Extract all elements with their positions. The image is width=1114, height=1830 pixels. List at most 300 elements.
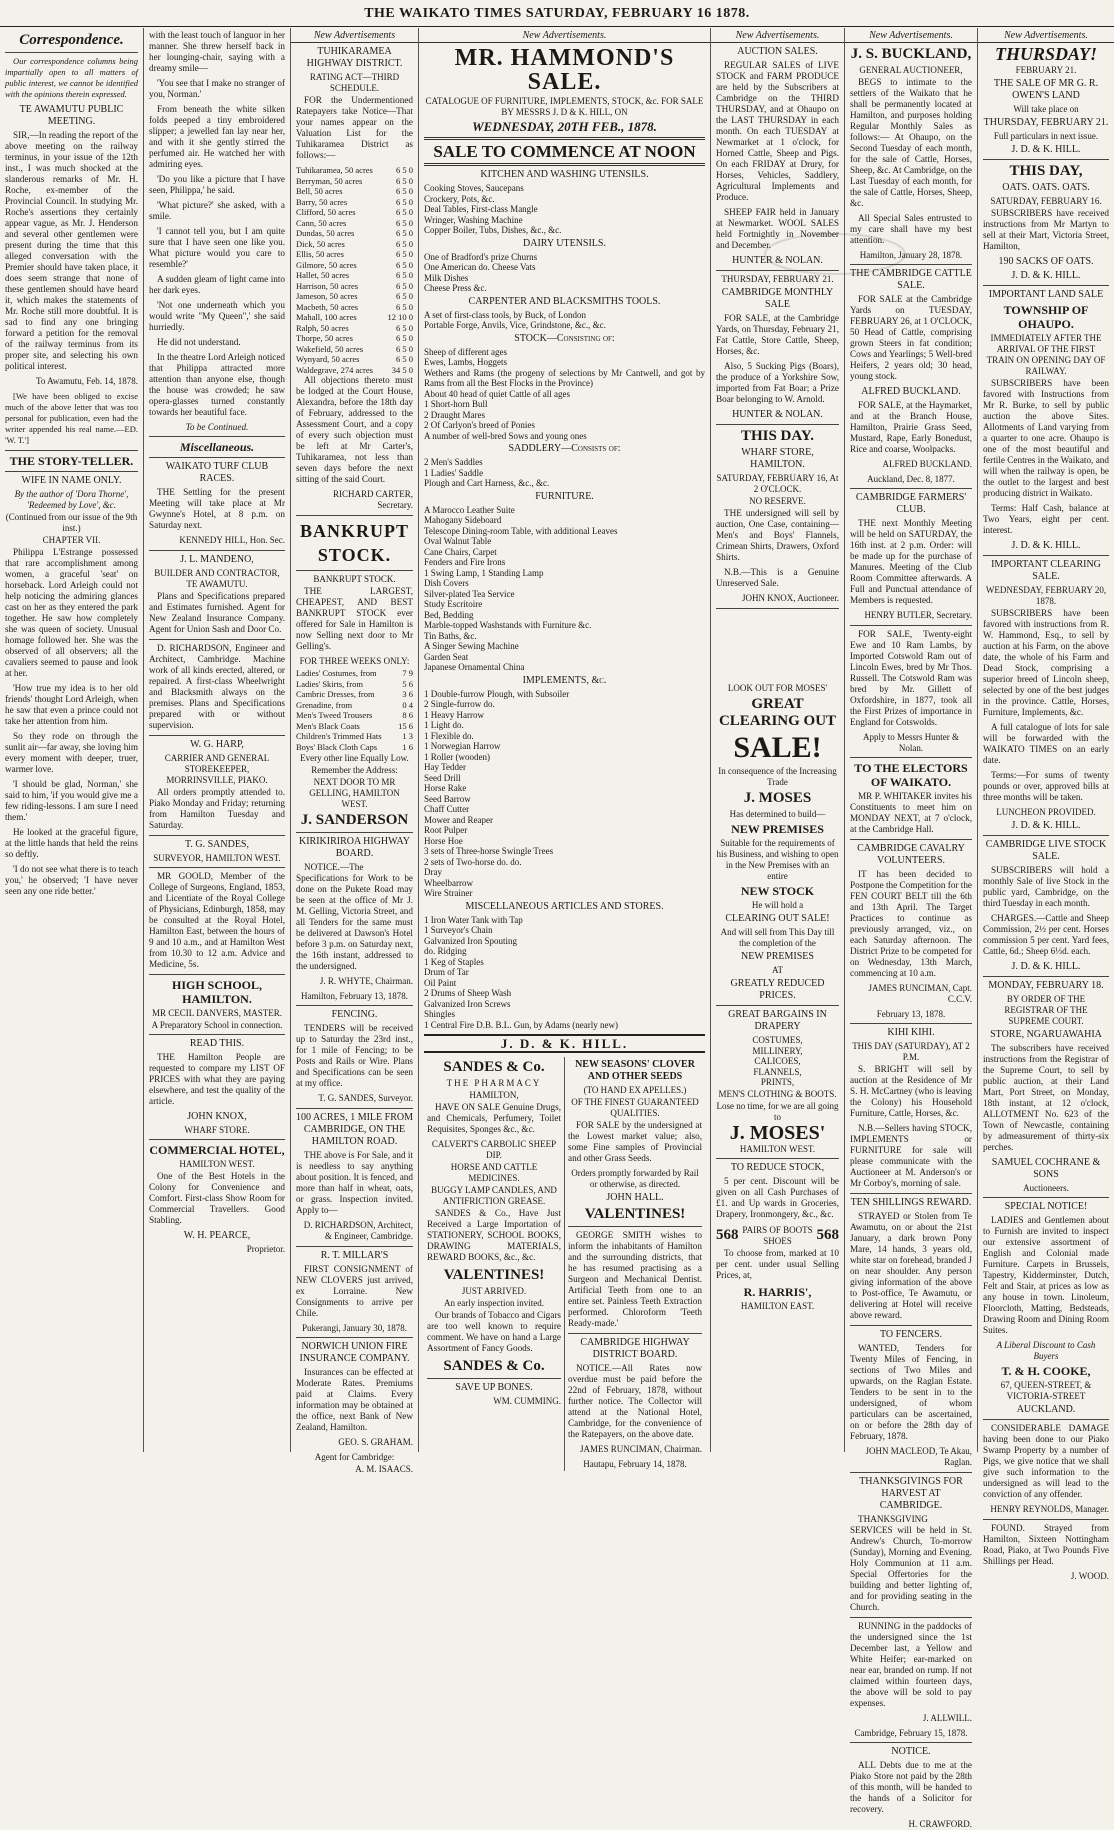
buckland-role: GENERAL AUCTIONEER, (859, 65, 963, 75)
bargain-lose: Lose no time, for we are all going to (716, 1100, 839, 1122)
harp-name: W. G. HARP, (190, 739, 244, 750)
list-item: 1 Heavy Harrow (424, 709, 484, 720)
library-stamp-mark (760, 230, 910, 278)
list-item: A Singer Sewing Machine (424, 641, 519, 651)
millar-date: Pukerangi, January 30, 1878. (302, 1323, 407, 1333)
list-item: Ewes, Lambs, Hoggets (424, 357, 507, 367)
section-title: Correspondence. (19, 32, 124, 48)
thanks-body: THANKSGIVING SERVICES will be held in St. Andrew's Church, To-morrow (Sunday), Morning and Evening. Holy Communion at 11 a.m. Special Offertories for the building and better lighting of, and for providing seating in the Church. (850, 1514, 972, 1612)
carpenter-title: CARPENTER AND BLACKSMITHS TOOLS. (468, 295, 661, 307)
found-signature: J. WOOD. (1070, 1571, 1109, 1581)
oats-body: SUBSCRIBERS have received instructions from Mr Martyn to sell at their Mart, Victoria Street, Hamilton, (983, 208, 1109, 251)
cumming-sig: WM. CUMMING. (493, 1396, 561, 1406)
oats-date: SATURDAY, FEBRUARY 16. (990, 196, 1102, 206)
column-story-continued (144, 28, 291, 1452)
rate-row-label: Ralph, 50 acres (296, 322, 349, 333)
rate-row-amount: 6 5 0 (396, 259, 413, 270)
valentines-body: An early inspection invited. (444, 1298, 544, 1308)
hammond-catalogue: CATALOGUE OF FURNITURE, IMPLEMENTS, STOCK, &c. FOR SALE BY MESSRS J. D & K. HILL, ON (425, 96, 704, 117)
land-body: SUBSCRIBERS have been favored with Instructions from Mr R. Burke, to sell by public auction the above Sites. Allotments of Land varying from a quarter to one acre. Ohaupo is one of the most beautiful and fertile Centres in the Waikato, and will when the railway is open, be the outlet to the largest and best producing district in Waikato. (983, 378, 1109, 498)
rate-row (296, 239, 413, 250)
cambridge-highway-body: NOTICE.—All Rates now overdue must be paid before the 22nd of February, 1878, without further notice. The Collector will attend at the National Hotel, Cambridge, for the convenience of the Ratepayers, on the above date. (568, 1363, 702, 1439)
buckland-name: J. S. BUCKLAND, (850, 46, 972, 62)
list-item: Tin Baths, &c. (424, 630, 477, 641)
moses-sale: SALE! (733, 731, 822, 764)
story-paragraph: with the least touch of languor in her manner. She threw herself back in her lounging-chair, saying with a dreamy smile— (149, 30, 285, 73)
rate-row (296, 228, 413, 239)
millar-name: R. T. MILLAR'S (320, 1250, 389, 1261)
rate-row (296, 186, 413, 197)
kihi-nb: N.B.—Sellers having STOCK, IMPLEMENTS or FURNITURE for sale will please communicate with the Auctioneer at M. Anderson's or Mr Corboy's, morning of sale. (850, 1123, 972, 1188)
price-list (296, 668, 413, 752)
list-item: Oval Walnut Table (424, 536, 492, 546)
notice-title: NOTICE. (891, 1746, 931, 1757)
price-row-label: Cambric Dresses, from (296, 689, 375, 699)
damage-signature: HENRY REYNOLDS, Manager. (990, 1504, 1109, 1514)
wharf-signature: JOHN KNOX, Auctioneer. (742, 593, 839, 603)
list-item: A set of first-class tools, by Buck, of London (424, 309, 586, 320)
goold-body: MR GOOLD, Member of the College of Surgeons, England, 1853, and Licentiate of the Royal College of Physicians, Edinburgh, 1858, may be consulted at the Royal Hotel, Hamilton East, between the hours of 9 and 10 a.m., and at Hamilton West from 10.30 to 12 a.m. Advice and Medicine, 5s. (149, 871, 285, 969)
cattle-body: FOR SALE at the Cambridge Yards on TUESDAY, FEBRUARY 26, at 1 O'CLOCK, 50 Head of Cattle, comprising grown Steers in fat condition; Cows and Yearlings; 5 Well-bred Heifers, 2 years old; 30 head, young stock. (850, 294, 972, 381)
list-item: Wire Strainer (424, 888, 473, 898)
owen-foot: Full particulars in next issue. (993, 131, 1099, 141)
wharf-nb: N.B.—This is a Genuine Unreserved Sale. (716, 567, 839, 588)
rate-row-label: Ellis, 50 acres (296, 249, 344, 259)
list-item: Mahogany Sideboard (424, 515, 502, 525)
cmonth-date: THURSDAY, FEBRUARY 21. (721, 274, 834, 284)
fencing-signature: T. G. SANDES, Surveyor. (318, 1093, 413, 1103)
rate-row-amount: 6 5 0 (396, 354, 413, 364)
moses-until: And will sell from This Day till the completion of the (720, 927, 835, 948)
carpenter-list (424, 310, 705, 331)
list-item: 1 Light do. (424, 720, 464, 730)
wharf-date: SATURDAY, FEBRUARY 16, At 2 O'CLOCK. (716, 473, 839, 494)
this-day: THIS DAY. (740, 428, 815, 444)
to-be-continued: To be Continued. (185, 422, 249, 432)
cavalry-date: February 13, 1878. (876, 1009, 946, 1019)
list-item: 2 Draught Mares (424, 409, 485, 420)
cmonth-title: CAMBRIDGE MONTHLY SALE (721, 287, 834, 310)
kihi-title: KIHI KIHI. (887, 1027, 935, 1038)
board-signature: RICHARD CARTER, Secretary. (333, 489, 413, 510)
bargain-item: FLANNELS, (753, 1066, 802, 1077)
cambridge-highway-signature: JAMES RUNCIMAN, Chairman. (579, 1444, 702, 1454)
school-master: MR CECIL DANVERS, MASTER. (152, 1008, 282, 1018)
rate-row-label: Gilmore, 50 acres (296, 259, 357, 270)
wharf-body: THE undersigned will sell by auction, One Case, containing—Men's and Boys' Flannels, Crimean Shirts, Drawers, Oxford Shirts. (716, 508, 839, 562)
kitchen-list (424, 183, 705, 236)
buckland-date: Hamilton, January 28, 1878. (859, 250, 963, 260)
list-item: 1 Iron Water Tank with Tap (424, 914, 523, 925)
list-item: Cheese Press &c. (424, 283, 487, 293)
rate-row (296, 354, 413, 365)
list-item: do. Ridging (424, 946, 467, 956)
alfred-signature: ALFRED BUCKLAND. (882, 459, 972, 469)
list-item: 3 sets of Three-horse Swingle Trees (424, 846, 554, 856)
story-paragraph: 'Do you like a picture that I have seen, Philippa,' he said. (149, 174, 285, 195)
bargains-title: GREAT BARGAINS IN DRAPERY (728, 1009, 827, 1032)
story-title: WIFE IN NAME ONLY. (21, 475, 122, 486)
list-item: 1 Central Fire D.B. B.L. Gun, by Adams (nearly new) (424, 1019, 618, 1030)
cattle-title: THE CAMBRIDGE CATTLE SALE. (850, 268, 972, 291)
price-row (296, 742, 413, 753)
moses-new: NEW PREMISES (731, 822, 824, 836)
price-row-amount: 15 6 (398, 720, 413, 731)
column-hammond-sale (419, 28, 711, 1469)
moses-great: GREAT CLEARING OUT (718, 696, 837, 729)
rate-row-amount: 6 5 0 (396, 270, 413, 280)
list-item: Chaff Cutter (424, 804, 470, 814)
seeds-body: FOR SALE by the undersigned at the Lowest market value; also, some Fine samples of Provincial and other Grass Seeds. (568, 1120, 702, 1163)
kirik-signature: J. R. WHYTE, Chairman. (319, 976, 413, 986)
story-paragraph: 'You see that I make no stranger of you, Norman.' (149, 78, 285, 99)
list-item: About 40 head of quiet Cattle of all ages (424, 388, 570, 399)
list-item: Sheep of different ages (424, 346, 508, 357)
story-paragraph: A sudden gleam of light came into her dark eyes. (149, 274, 285, 295)
samuel-cochrane: SAMUEL COCHRANE & SONS (991, 1157, 1101, 1180)
rate-row-amount: 6 5 0 (396, 186, 413, 196)
rate-row (296, 165, 413, 176)
story-paragraph: In the theatre Lord Arleigh noticed that Philippa attracted more attention than anyone else, though the house was crowded; he saw opera-glasses turned constantly towards her beautiful face. (149, 352, 285, 417)
jdk-hill-4: J. D. & K. HILL. (1011, 820, 1081, 831)
list-item: Fenders and Fire Irons (424, 557, 506, 567)
fencing-body: TENDERS will be received up to Saturday the 23rd inst., for 1 mile of Fencing; to be Posts and Rails or Wire. Plans and Specifications can be seen at my office. (296, 1023, 413, 1088)
bargain-item: MILLINERY, (752, 1045, 803, 1056)
list-item: 1 Norwegian Harrow (424, 741, 501, 751)
clearing-catalogue: A full catalogue of lots for sale will be forwarded with the WAIKATO TIMES on an early date. (983, 722, 1109, 765)
list-item: 1 Surveyor's Chain (424, 925, 493, 935)
list-item: Drum of Tar (424, 967, 469, 977)
harris-name: R. HARRIS', (743, 1284, 812, 1299)
rate-row (296, 176, 413, 187)
list-item: Horse Rake (424, 783, 467, 793)
cavalry-title: CAMBRIDGE CAVALRY VOLUNTEERS. (857, 843, 965, 866)
rate-row-amount: 6 5 0 (396, 196, 413, 207)
mandeno-trade: BUILDER AND CONTRACTOR, TE AWAMUTU. (154, 568, 280, 589)
list-item: Silver-plated Tea Service (424, 588, 515, 599)
sandes-town: HAMILTON, (469, 1090, 519, 1100)
special-body: LADIES and Gentlemen about to Furnish are invited to inspect our extensive assortment of English and Colonial made Furniture. Carpets in Brussels, Tapestry, Kidderminster, Dutch, Felt and Stair, at prices as low as any house in town. Linoleum, Floorcloth, Matting, Bedsteads, Drawing Room and Dining Room Suites. (983, 1215, 1109, 1335)
sandes-horse: HORSE AND CATTLE MEDICINES. (450, 1162, 538, 1183)
price-row-amount: 8 6 (402, 710, 413, 720)
bankrupt-body: THE LARGEST, CHEAPEST, AND BEST BANKRUPT STOCK ever offered for Sale in Hamilton is now Selling next door to Mr Gelling's. (296, 586, 413, 651)
farmers-signature: HENRY BUTLER, Secretary. (864, 610, 972, 620)
furniture-title: FURNITURE. (535, 490, 594, 502)
seeds-orders: Orders promptly forwarded by Rail or otherwise, as directed. (571, 1168, 699, 1189)
moses-clearing: CLEARING OUT SALE! (725, 913, 830, 924)
farmers-title: CAMBRIDGE FARMERS' CLUB. (855, 492, 967, 515)
price-row-amount: 5 6 (402, 678, 413, 689)
moses-look: LOOK OUT FOR MOSES' (727, 683, 828, 693)
story-paragraph: 'I cannot tell you, but I am quite sure that I have seen one like you. What picture would you care to resemble?' (149, 226, 285, 269)
land-arrival: IMMEDIATELY AFTER THE ARRIVAL OF THE FIRST TRAIN ON OPENING DAY OF RAILWAY. (986, 333, 1106, 376)
sandes-lamps: BUGGY LAMP CANDLES, AND ANTIFRICTION GREASE. (431, 1185, 557, 1206)
saddlery-list (424, 457, 705, 489)
norwich-title: NORWICH UNION FIRE INSURANCE COMPANY. (299, 1341, 410, 1364)
boots-row (716, 1224, 839, 1248)
rate-row-amount: 6 5 0 (396, 343, 413, 354)
masthead (0, 0, 1114, 27)
list-item: 2 Of Carlyon's breed of Ponies (424, 420, 535, 430)
farmers-body: THE next Monthly Meeting will be held on SATURDAY, the 16th inst. at 2 p.m. Order: will be made up for the purchase of Manures. Meeting of the Club Room Committee afterwards. A Full and Punctual attendance of Members is requested. (850, 518, 972, 605)
list-item: Cooking Stoves, Saucepans (424, 183, 524, 193)
read-this-title: READ THIS. (189, 1038, 245, 1049)
fencers-signature: JOHN MACLEOD, Te Akau, Raglan. (865, 1446, 972, 1467)
rate-row-label: Wakefield, 50 acres (296, 343, 364, 354)
list-item: 2 Men's Saddles (424, 457, 483, 467)
column-header: New Advertisements. (978, 30, 1114, 43)
lower-split (424, 1057, 705, 1471)
seeds-signature: JOHN HALL. (606, 1192, 664, 1203)
hammond-title: MR. HAMMOND'S SALE. (454, 45, 675, 95)
column-correspondence (0, 28, 144, 1452)
notice-signature: H. CRAWFORD. (908, 1819, 972, 1829)
rate-row (296, 249, 413, 260)
rate-row (296, 207, 413, 218)
rate-row-label: Wynyard, 50 acres (296, 354, 360, 364)
clearing-terms: Terms:—For sums of twenty pounds or over, approved bills at three months will be taken. (983, 770, 1109, 802)
turf-signature: KENNEDY HILL, Hon. Sec. (179, 535, 285, 545)
bankrupt-sub: BANKRUPT STOCK. (313, 574, 396, 584)
isaacs-name: A. M. ISAACS. (355, 1464, 413, 1474)
price-row-amount: 1 6 (402, 741, 413, 752)
list-item: Mower and Reaper (424, 814, 493, 825)
list-item: 1 Double-furrow Plough, with Subsoiler (424, 688, 570, 699)
running-body: RUNNING in the paddocks of the undersigned since the 1st December last, a Yellow and White Heifer; ear-marked on near ear, branded on rump. If not claimed within fourteen days, the above will be sold to pay expenses. (850, 1621, 972, 1708)
price-row-label: Boys' Black Cloth Caps (296, 741, 378, 752)
rate-row-label: Hallet, 50 acres (296, 270, 350, 280)
rate-row-amount: 6 5 0 (396, 280, 413, 291)
moses-intends: Has determined to build— (729, 809, 826, 819)
electors-body: MR P. WHITAKER invites his Constituents to meet him on MONDAY NEXT, at 7 o'clock, at the Cambridge Hall. (850, 791, 972, 834)
running-date: Cambridge, February 15, 1878. (854, 1728, 968, 1738)
misc-articles-title: MISCELLANEOUS ARTICLES AND STORES. (465, 900, 664, 912)
saddlery-title: SADDLERY—Consists of: (508, 443, 621, 454)
cmonth-body: FOR SALE, at the Cambridge Yards, on Thursday, February 21, Fat Cattle, Store Cattle, Sheep, Horses, &c. (716, 313, 839, 356)
kirik-title: KIRIKIRIROA HIGHWAY BOARD. (298, 836, 410, 859)
story-paragraph: He did not understand. (157, 337, 241, 347)
story-paragraph: Philippa L'Estrange possessed that rare accomplishment among women, a graceful 'seat' on horseback. Lord Arleigh could not help noticing the admiring glances cast on her as they entered the park together. He saw how completely she was queen of society. Unusual homage followed her. She was the observed of all observers; all the cavaliers seemed to pause and look at her. (5, 547, 138, 678)
auckland: AUCKLAND. (1016, 1404, 1076, 1415)
notice-body: ALL Debts due to me at the Piako Store not paid by the 28th of this month, will be handed to the hands of a Solicitor for recovery. (850, 1760, 972, 1814)
price-row-amount: 0 4 (402, 699, 413, 710)
turf-body: THE Settling for the present Meeting will take place at Mr Gwynne's Hotel, at 8 p.m. on Saturday next. (149, 487, 285, 530)
this-day-title: THIS DAY, (1009, 163, 1083, 179)
rate-row (296, 270, 413, 281)
reward-body: STRAYED or Stolen from Te Awamutu, on or about the 21st January, a dark brown Pony Mare, 14 hands, 3 years old, white star on forehead, branded J on near shoulder. Any person giving information of the above to Post-office, Te Awamutu, or delivering at Hotel will receive above reward. (850, 1211, 972, 1320)
implements-list (424, 689, 705, 899)
mandeno-name: J. L. MANDENO, (180, 554, 254, 565)
list-item: Dish Covers (424, 578, 469, 588)
moses-consequence: In consequence of the Increasing Trade (718, 766, 837, 787)
rate-row-amount: 6 5 0 (396, 333, 413, 343)
rate-row-label: Tuhikaramea, 50 acres (296, 165, 373, 175)
sandes-dip: CALVERT'S CARBOLIC SHEEP DIP. (431, 1139, 557, 1160)
list-item: Seed Drill (424, 772, 461, 783)
letter-signature: To Awamutu, Feb. 14, 1878. (35, 376, 138, 386)
rate-row-label: Clifford, 50 acres (296, 207, 356, 217)
rate-row (296, 344, 413, 355)
list-item: Shingles (424, 1009, 456, 1019)
list-item: Telescope Dining-room Table, with additional Leaves (424, 525, 618, 536)
boots-number-left: 568 (716, 1227, 739, 1243)
rate-row (296, 323, 413, 334)
valentines-heading-2: VALENTINES! (584, 1206, 686, 1222)
fencing-title: FENCING. (331, 1009, 378, 1020)
fencers-title: TO FENCERS. (879, 1329, 943, 1340)
hunter-nolan-2: HUNTER & NOLAN. (732, 409, 823, 420)
rate-row-amount: 6 5 0 (396, 291, 413, 301)
column-header: New Advertisements. (419, 30, 710, 43)
save-up-bones: SAVE UP BONES. (455, 1382, 533, 1393)
auction-body-2: SHEEP FAIR held in January at Newmarket. WOOL SALES held Fortnightly in November and December. (716, 207, 839, 250)
live-stock-title: CAMBRIDGE LIVE STOCK SALE. (985, 839, 1107, 862)
knox-name: JOHN KNOX, (187, 1111, 247, 1122)
price-row-amount: 1 3 (402, 731, 413, 741)
store-title: STORE, NGARUAWAHIA (990, 1029, 1102, 1040)
list-item: Hay Tedder (424, 762, 466, 772)
price-row (296, 668, 413, 679)
price-row (296, 700, 413, 711)
story-paragraph: From beneath the white silken folds peeped a tiny embroidered slipper; a jewelled fan lay near her, and with it she gently stirred the perfumed air. He watched her with admiring eyes. (149, 104, 285, 169)
rate-row-label: Dick, 50 acres (296, 238, 345, 249)
list-item: Dray (424, 867, 442, 877)
read-this-body: THE Hamilton People are requested to compare my LIST OF PRICES with what they are paying elsewhere, and test the quality of the article. (149, 1052, 285, 1106)
luncheon: LUNCHEON PROVIDED. (996, 807, 1096, 817)
list-item: Wheelbarrow (424, 877, 473, 888)
rates-list (296, 165, 413, 375)
rate-row (296, 218, 413, 229)
list-item: Bed, Bedding (424, 609, 474, 620)
live-stock-body: SUBSCRIBERS will hold a monthly Sale of live Stock in the public yard, Cambridge, on the third Tuesday in each month. (983, 865, 1109, 908)
buckland-note: All Special Sales entrusted to my care shall have my best attention. (850, 213, 972, 245)
auction-title: AUCTION SALES. (737, 46, 818, 57)
owen-place: Will take place on (1013, 104, 1079, 114)
cavalry-signature: JAMES RUNCIMAN, Capt. C.C.V. (868, 983, 972, 1004)
letter-body: SIR,—In reading the report of the above meeting on the railway terminus, in your issue of the 12th inst., I was much shocked at the slanderous remarks of Mr. H. Roche, ex-member of the Provincial Council. In studying Mr. Roche's assertions they certainly appear vague, as Mr. J. Henderson and several other gentlemen were present during the time that this alleged conversation with the Premier should have taken place, it does seem strange that none of these gentlemen should have heard it, which makes the statements of Mr. Roche still more doubtful. It is sad to find any one bringing forward a petition for the removal of the railway terminus from its proper site, and selecting his own political interest. (5, 130, 138, 371)
seeds-sub: (TO HAND EX APELLES.) (583, 1085, 687, 1095)
rate-row-amount: 34 5 0 (391, 364, 413, 375)
hammond-date: WEDNESDAY, 20TH FEB., 1878. (472, 119, 657, 134)
ewes-body: FOR SALE, Twenty-eight Ewe and 10 Ram Lambs, by Imported Cotswold Ram out of Lincoln Ewes, bred by Mr Thos. Russell. The Cotswold Ram was bred by Mr. Gillett of Oxfordshire, in 1877, took all the First Prizes of importance in England for Cotswolds. (850, 629, 972, 727)
rate-row-amount: 6 5 0 (396, 165, 413, 175)
rate-row-label: Macbeth, 50 acres (296, 301, 359, 312)
auctioneer-bar: J. D. & K. HILL. (424, 1034, 705, 1053)
boots-number-right: 568 (816, 1227, 839, 1243)
cambridge-highway-date: Hautapu, February 14, 1878. (583, 1459, 687, 1469)
land-township: TOWNSHIP OF OHAUPO. (1003, 303, 1089, 331)
rate-row-amount: 6 5 0 (396, 175, 413, 186)
thursday-date: FEBRUARY 21. (1015, 65, 1077, 75)
acres-title: 100 ACRES, 1 MILE FROM CAMBRIDGE, ON THE HAMILTON ROAD. (296, 1112, 413, 1147)
list-item: One American do. Cheese Vats (424, 262, 536, 272)
harp-body: All orders promptly attended to. Piako Monday and Friday; returning from Hamilton Tuesday and Saturday. (149, 787, 285, 830)
rate-row-label: Mahall, 100 acres (296, 312, 357, 322)
list-item: Crockery, Pots, &c. (424, 193, 495, 204)
school-title: HIGH SCHOOL, HAMILTON. (171, 978, 263, 1006)
hotel-title: COMMERCIAL HOTEL, (149, 1143, 285, 1157)
rate-row-amount: 6 5 0 (396, 301, 413, 312)
sandes-name: T. G. SANDES, (185, 839, 249, 850)
price-row-amount: 7 9 (402, 668, 413, 678)
list-item: 2 sets of Two-horse do. do. (424, 856, 522, 867)
price-row-label: Grenadine, from (296, 699, 353, 710)
story-paragraph: 'I should be glad, Norman,' she said to him, 'if you would give me a few riding-lessons. I am sure I need them.' (5, 779, 138, 822)
knox-store: WHARF STORE. (184, 1125, 250, 1135)
clearing-title: IMPORTANT CLEARING SALE. (991, 559, 1101, 582)
alfred-date: Auckland, Dec. 8, 1877. (867, 474, 955, 484)
bargain-list (716, 1035, 839, 1088)
furniture-list (424, 505, 705, 673)
story-paragraph: So they rode on through the sunlit air—far away, she loving him every moment with deeper, truer, warmer love. (5, 731, 138, 774)
rate-row-label: Cann, 50 acres (296, 217, 347, 228)
reward-title: TEN SHILLINGS REWARD. (850, 1197, 972, 1208)
mandeno-body: Plans and Specifications prepared and Estimates furnished. Agent for New Zealand Insurance Company. Agent for Union Sash and Door Co. (149, 591, 285, 634)
reduce-title: TO REDUCE STOCK, (730, 1161, 825, 1173)
rate-row-amount: 12 10 0 (387, 312, 413, 322)
story-paragraph: 'What picture?' she asked, with a smile. (149, 200, 285, 221)
board-sub: RATING ACT—THIRD SCHEDULE. (309, 72, 400, 93)
registrar: BY ORDER OF THE REGISTRAR OF THE SUPREME COURT. (1004, 994, 1088, 1026)
rate-row (296, 333, 413, 344)
price-row-label: Men's Tweed Trousers (296, 710, 373, 720)
moses-reduced: GREATLY REDUCED PRICES. (730, 978, 825, 1001)
jdk-hill-1: J. D. & K. HILL. (1011, 144, 1081, 155)
list-item: Root Pulper (424, 825, 468, 835)
rate-row (296, 312, 413, 323)
wharf-title: WHARF STORE, HAMILTON. (741, 447, 814, 470)
cooke-name: T. & H. COOKE, (1001, 1364, 1091, 1378)
price-row-label: Ladies' Skirts, from (296, 678, 363, 689)
price-row-label: Men's Black Coats (296, 720, 360, 731)
norwich-body: Insurances can be effected at Moderate Rates. Premiums paid at Claims. Every information may be obtained at the office, next Bank of New Zealand, Hamilton. (296, 1367, 413, 1432)
column-advertisements-4 (978, 28, 1114, 1581)
columns (0, 28, 1114, 1829)
list-item: Wringer, Washing Machine (424, 214, 523, 225)
sandes-title: SANDES & Co. (443, 1059, 545, 1075)
oats-sacks: 190 SACKS OF OATS. (998, 256, 1094, 267)
acres-signature: D. RICHARDSON, Architect, & Engineer, Cambridge. (303, 1220, 413, 1241)
no-reserve: NO RESERVE. (749, 496, 806, 506)
rate-row (296, 365, 413, 376)
discount: A Liberal Discount to Cash Buyers (996, 1340, 1096, 1361)
fencers-body: WANTED, Tenders for Twenty Miles of Fencing, in sections of Two Miles and upwards, on the Raglan Estate. Tenders to be sent in to the undersigned, of whom particulars can be ascertained, on or before the 28th day of February, 1878. (850, 1343, 972, 1441)
rate-row-label: Harrison, 50 acres (296, 280, 359, 291)
stock-list (424, 347, 705, 442)
chapter: CHAPTER VII. (42, 535, 101, 545)
price-row-label: Children's Trimmed Hats (296, 731, 382, 741)
live-stock-charges: CHARGES.—Cattle and Sheep Commission, 2½ per cent. Horses commission 5 per cent. Yard fees, Cattle, 6d.; Sheep 6⅓d. each. (983, 913, 1109, 956)
cambridge-highway-title: CAMBRIDGE HIGHWAY DISTRICT BOARD. (580, 1337, 690, 1360)
column-header: New Advertisements. (845, 30, 977, 43)
bargain-item: CALICOES, (754, 1056, 801, 1066)
hammond-commence: SALE TO COMMENCE AT NOON (433, 142, 696, 161)
sandes-trade: SURVEYOR, HAMILTON WEST. (153, 853, 281, 863)
list-item: A Marocco Leather Suite (424, 504, 515, 515)
buckland-body: BEGS to intimate to the settlers of the Waikato that he shall be permanently located at Hamilton, and purposes holding Regular Monthly Sales as follows:— At Ohaupo, on the Second Tuesday of each month, for the sale of Cattle, Horses, Sheep, &c. At Cambridge, on the Last Tuesday of each month, for the sale of Cattle, Horses, Sheep, &c. (850, 77, 972, 208)
moses-big: J. MOSES' (729, 1121, 826, 1144)
sandes-received: SANDES & Co., Have Just Received a Large Importation of STATIONERY, SCHOOL BOOKS, DRAWING MATERIALS, REWARD BOOKS, &c., &c. (427, 1208, 561, 1262)
harris-body: To choose from, marked at 10 per cent. under usual Selling Prices, at, (716, 1247, 839, 1280)
story-paragraph: 'How true my idea is to her old friends' thought Lord Arleigh, when he saw that even a prince could not take her attention from him. (5, 683, 138, 726)
land-title: IMPORTANT LAND SALE (988, 289, 1104, 300)
dairy-list (424, 252, 705, 294)
list-item: Copper Boiler, Tubs, Dishes, &c., &c. (424, 225, 562, 235)
bargain-item: PRINTS, (760, 1077, 795, 1087)
story-continued: (Continued from our issue of the 9th inst.) (5, 512, 138, 533)
bankrupt-weeks: FOR THREE WEEKS ONLY: (299, 656, 410, 666)
storyteller-title: THE STORY-TELLER. (9, 454, 134, 468)
